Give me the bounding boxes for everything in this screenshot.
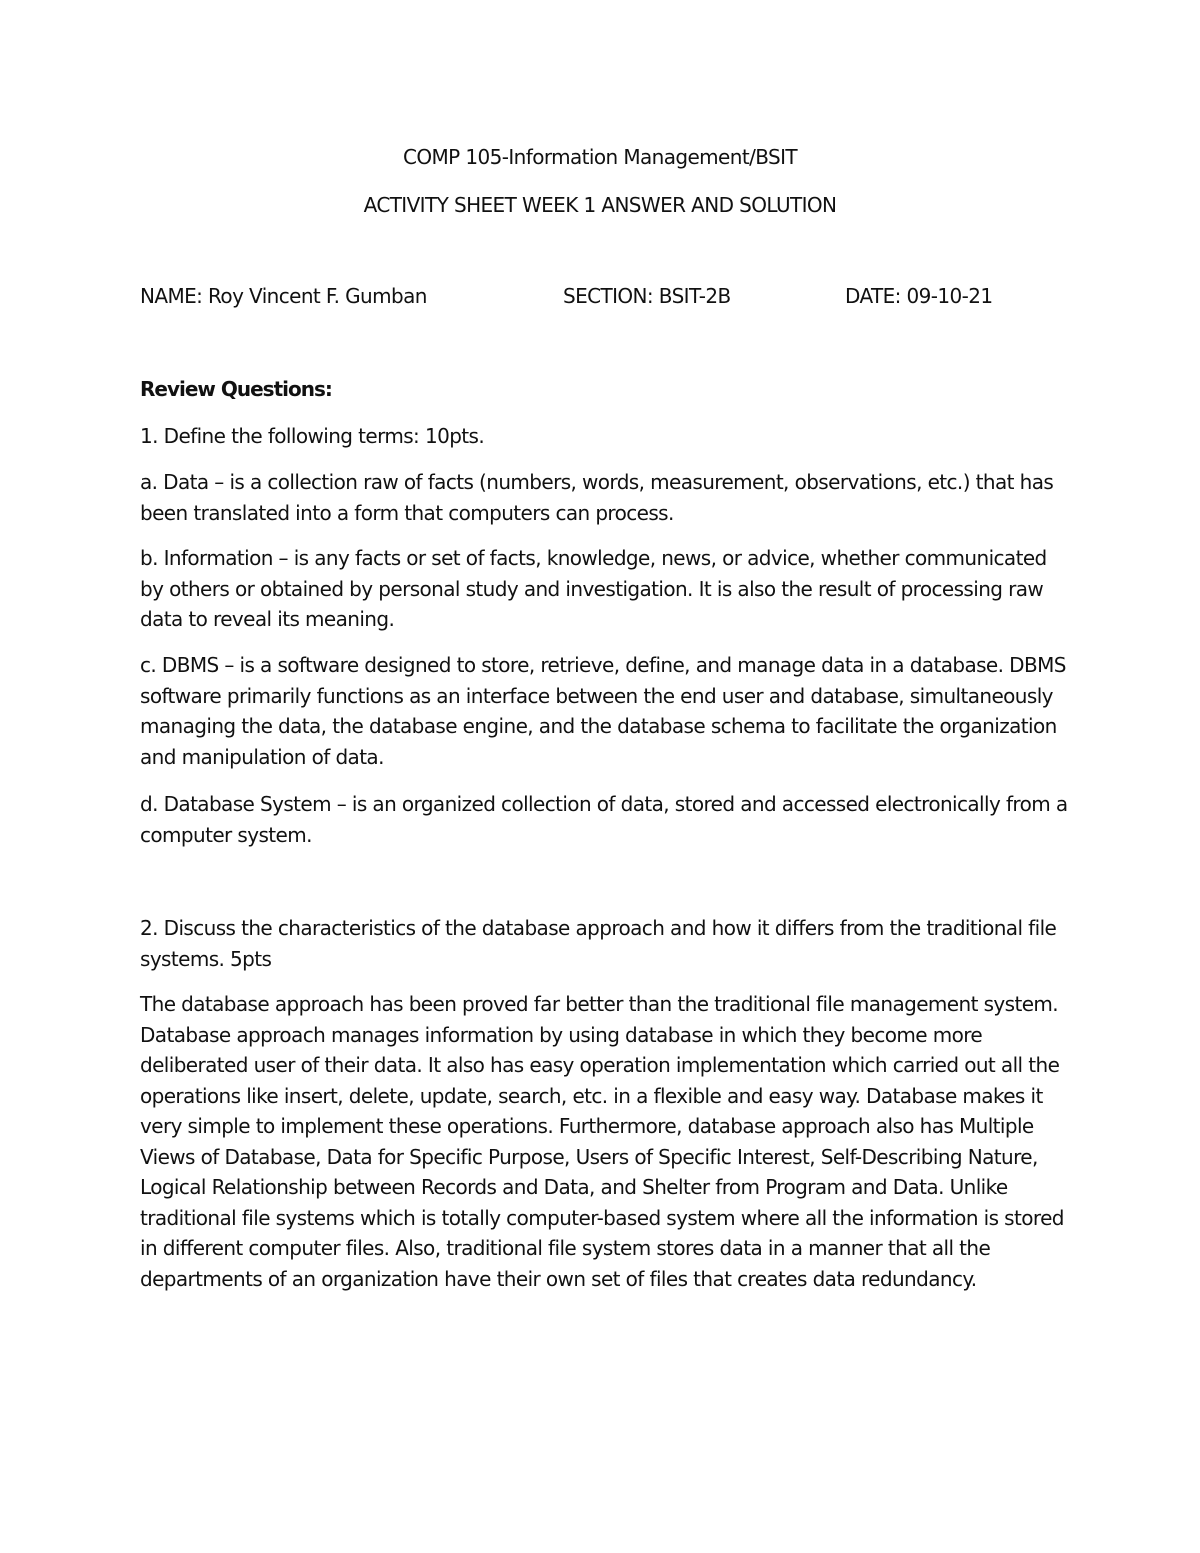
answer-1c: c. DBMS – is a software designed to store, retrieve, define, and manage data in a database. DBMS software primarily functions as an interface between the end user and database, simultaneously managing the data, the database engine, and the database schema to facilitate the organization and manipulation of data.	[140, 653, 1066, 769]
answer-2: The database approach has been proved far better than the traditional file management system. Database approach manages information by using database in which they become more deliberated user of their data. It also has easy operation implementation which carried out all the operations like insert, delete, update, search, etc. in a flexible and easy way. Database makes it very simple to implement these operations. Furthermore, database approach also has Multiple Views of Database, Data for Specific Purpose, Users of Specific Interest, Self-Describing Nature, Logical Relationship between Records and Data, and Shelter from Program and Data. Unlike traditional file systems which is totally computer-based system where all the information is stored in different computer files. Also, traditional file system stores data in a manner that all the departments of an organization have their own set of files that creates data redundancy.	[140, 992, 1064, 1291]
question-1: 1. Define the following terms: 10pts.	[140, 424, 485, 448]
activity-title: ACTIVITY SHEET WEEK 1 ANSWER AND SOLUTION	[363, 193, 837, 217]
answer-1a: a. Data – is a collection raw of facts (numbers, words, measurement, observations, etc.) that has been translated into a form that computers can process.	[140, 470, 1054, 525]
student-section: SECTION: BSIT-2B	[563, 284, 731, 308]
course-title: COMP 105-Information Management/BSIT	[403, 145, 797, 169]
student-name: NAME: Roy Vincent F. Gumban	[140, 284, 427, 308]
answer-1d: d. Database System – is an organized collection of data, stored and accessed electronically from a computer system.	[140, 792, 1068, 847]
answer-1b: b. Information – is any facts or set of facts, knowledge, news, or advice, whether communicated by others or obtained by personal study and investigation. It is also the result of processing raw data to reveal its meaning.	[140, 546, 1047, 631]
question-2: 2. Discuss the characteristics of the database approach and how it differs from the traditional file systems. 5pts	[140, 916, 1057, 971]
review-heading: Review Questions:	[140, 377, 332, 401]
submission-date: DATE: 09-10-21	[845, 284, 993, 308]
